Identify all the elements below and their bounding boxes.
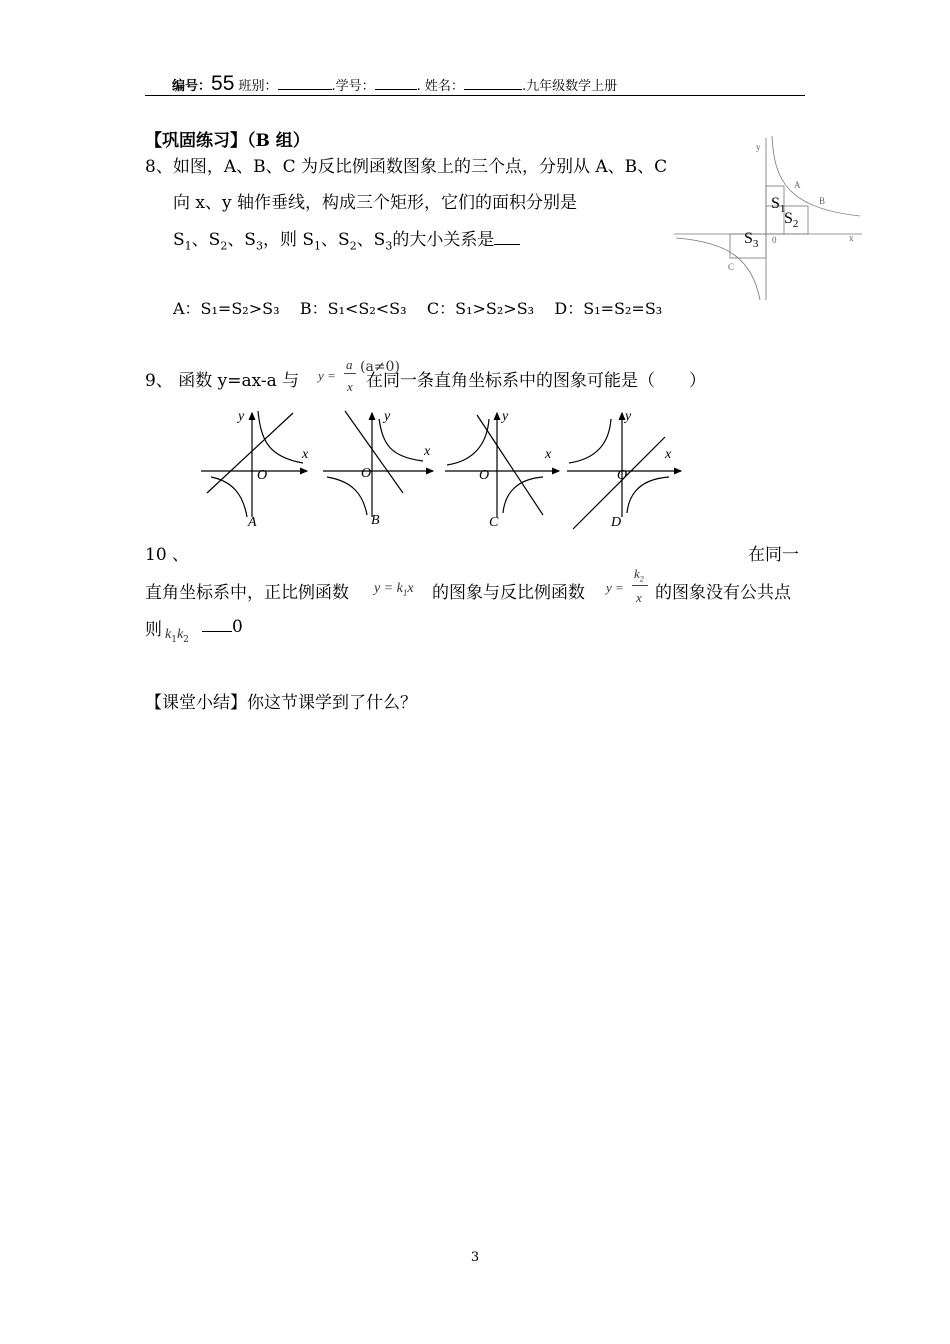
section-heading-group: B <box>255 131 270 151</box>
q8-answer-blank[interactable] <box>494 228 520 245</box>
section-heading-text: 【巩固练习】（ <box>145 131 256 151</box>
fig-origin: 0 <box>772 235 777 245</box>
q8-line3: $S_1$、$S_2$、$S_3$，则 $S_1$、$S_2$、$S_3$的大小关系是 <box>173 225 520 252</box>
graph-option-b[interactable] <box>323 411 433 517</box>
q9-formula-den: x <box>347 379 353 394</box>
graph-d-origin: O <box>617 468 628 483</box>
hyperbola-branch-left <box>676 238 760 300</box>
student-no-blank[interactable] <box>375 77 417 90</box>
graph-d-label: D <box>611 515 622 530</box>
q10-f2-y: y = <box>606 580 624 595</box>
q8-question-text: 的大小关系是 <box>392 230 495 250</box>
graph-b-y-label: y <box>384 409 391 424</box>
q8-option-c[interactable]: C：S₁>S₂>S₃ <box>426 299 535 318</box>
q8-line1: 8、如图，A、B、C 为反比例函数图象上的三个点，分别从 A、B、C <box>145 157 668 177</box>
fig-s3-sub: 3 <box>752 238 759 250</box>
q10-f1-sub: 1 <box>402 587 408 598</box>
worksheet-header <box>172 72 617 96</box>
graph-b-origin: O <box>361 466 372 481</box>
fig-s2-letter: S <box>784 210 793 227</box>
graph-c-origin: O <box>479 468 490 483</box>
graph-b-x-label: x <box>424 444 431 459</box>
graph-d-x-label: x <box>665 447 672 462</box>
q9-fraction-bar <box>344 373 356 374</box>
q9-formula-condition: (a≠0) <box>360 359 400 375</box>
graph-a-y-label: y <box>238 409 245 424</box>
fig-y-label: y <box>756 142 761 152</box>
q10-answer-blank[interactable] <box>202 615 232 632</box>
q8-option-a[interactable]: A：S₁=S₂>S₃ <box>173 299 280 318</box>
s-symbol: 、S <box>321 230 350 250</box>
fig-s1-sub: 1 <box>779 203 786 215</box>
q10-formula-direct <box>374 580 414 598</box>
q8-hyperbola-figure <box>672 130 872 305</box>
q8-option-b[interactable]: B：S₁<S₂<S₃ <box>299 299 407 318</box>
book-title: .九年级数学上册 <box>521 79 618 94</box>
q10-answer-line <box>202 615 243 637</box>
s-symbol: 、S <box>227 230 256 250</box>
fig-s1-letter: S <box>771 195 780 212</box>
q8-option-d[interactable]: D：S₁=S₂=S₃ <box>554 299 663 318</box>
q8-line2: 向 x、y 轴作垂线，构成三个矩形，它们的面积分别是 <box>173 193 577 213</box>
q10-f1: y = k <box>374 581 403 596</box>
q9-prefix: 9、 函数 y=ax-a 与 <box>145 371 300 391</box>
q9-graph-options <box>195 405 695 535</box>
fig-point-b: B <box>819 196 826 206</box>
fig-point-c: C <box>728 262 735 272</box>
q9-formula-y: y = <box>318 368 336 383</box>
s-symbol: 、S <box>191 230 221 250</box>
q10-f2-num <box>634 566 644 584</box>
graph-option-c[interactable] <box>445 413 559 517</box>
q9-suffix: 在同一条直角坐标系中的图象可能是（ ） <box>366 371 706 391</box>
q10-formula-inverse <box>606 566 654 610</box>
q10-f2-sub: 2 <box>639 574 644 584</box>
q10-number: 10 、 <box>145 545 190 565</box>
q10-line2-b: 的图象与反比例函数 <box>432 583 585 603</box>
q10-line2-a: 直角坐标系中，正比例函数 <box>145 583 349 603</box>
q10-line1-tail: 在同一 <box>748 545 799 565</box>
graph-option-a[interactable] <box>201 411 307 517</box>
fig-s3-letter: S <box>744 230 753 247</box>
class-blank[interactable] <box>278 77 332 90</box>
s-symbol: S <box>173 230 185 250</box>
name-blank[interactable] <box>464 77 522 90</box>
graph-d-y-label: y <box>625 409 632 424</box>
fig-s3 <box>744 230 759 250</box>
q10-compare-zero: 0 <box>232 617 243 637</box>
q10-f3-k2: k <box>176 627 184 642</box>
q9-formula-num: a <box>346 357 353 372</box>
fig-x-label: x <box>849 233 854 243</box>
q10-line3-a: 则 <box>145 620 162 640</box>
q8-options <box>173 296 662 319</box>
q10-line2-c: 的图象没有公共点 <box>655 583 791 603</box>
graph-c-label: C <box>489 515 499 530</box>
label-student-no: .学号： <box>331 79 375 94</box>
fig-s2-sub: 2 <box>792 218 799 230</box>
label-name: . 姓名： <box>416 79 464 94</box>
graph-a-origin: O <box>257 468 268 483</box>
graph-c-y-label: y <box>502 409 509 424</box>
page-number: 3 <box>470 1250 480 1265</box>
class-summary-prompt: 【课堂小结】你这节课学到了什么？ <box>145 693 417 713</box>
q10-f3-sub2: 2 <box>183 634 189 645</box>
q10-f2-k: k <box>634 566 640 581</box>
graph-c-x-label: x <box>545 447 552 462</box>
q10-fraction-bar <box>632 585 648 586</box>
q10-formula-product <box>165 626 189 645</box>
section-heading-end: 组） <box>269 131 310 151</box>
q10-f1-x: x <box>407 581 414 596</box>
header-rule <box>145 95 805 96</box>
section-heading-b <box>145 126 310 151</box>
s-symbol: 、S <box>356 230 386 250</box>
fig-s2 <box>784 210 798 230</box>
worksheet-number: 55 <box>211 72 235 95</box>
label-class: 班别： <box>238 79 278 94</box>
q10-f3-k1: k <box>165 627 172 642</box>
label-number: 编号： <box>172 79 212 94</box>
q10-f3-sub1: 1 <box>171 634 177 645</box>
graph-a-label: A <box>248 515 257 530</box>
graph-a-x-label: x <box>302 447 309 462</box>
q10-f2-den: x <box>636 590 642 605</box>
s-symbol: ，则 S <box>262 230 315 250</box>
graph-b-label: B <box>371 513 380 528</box>
fig-point-a: A <box>794 180 801 190</box>
